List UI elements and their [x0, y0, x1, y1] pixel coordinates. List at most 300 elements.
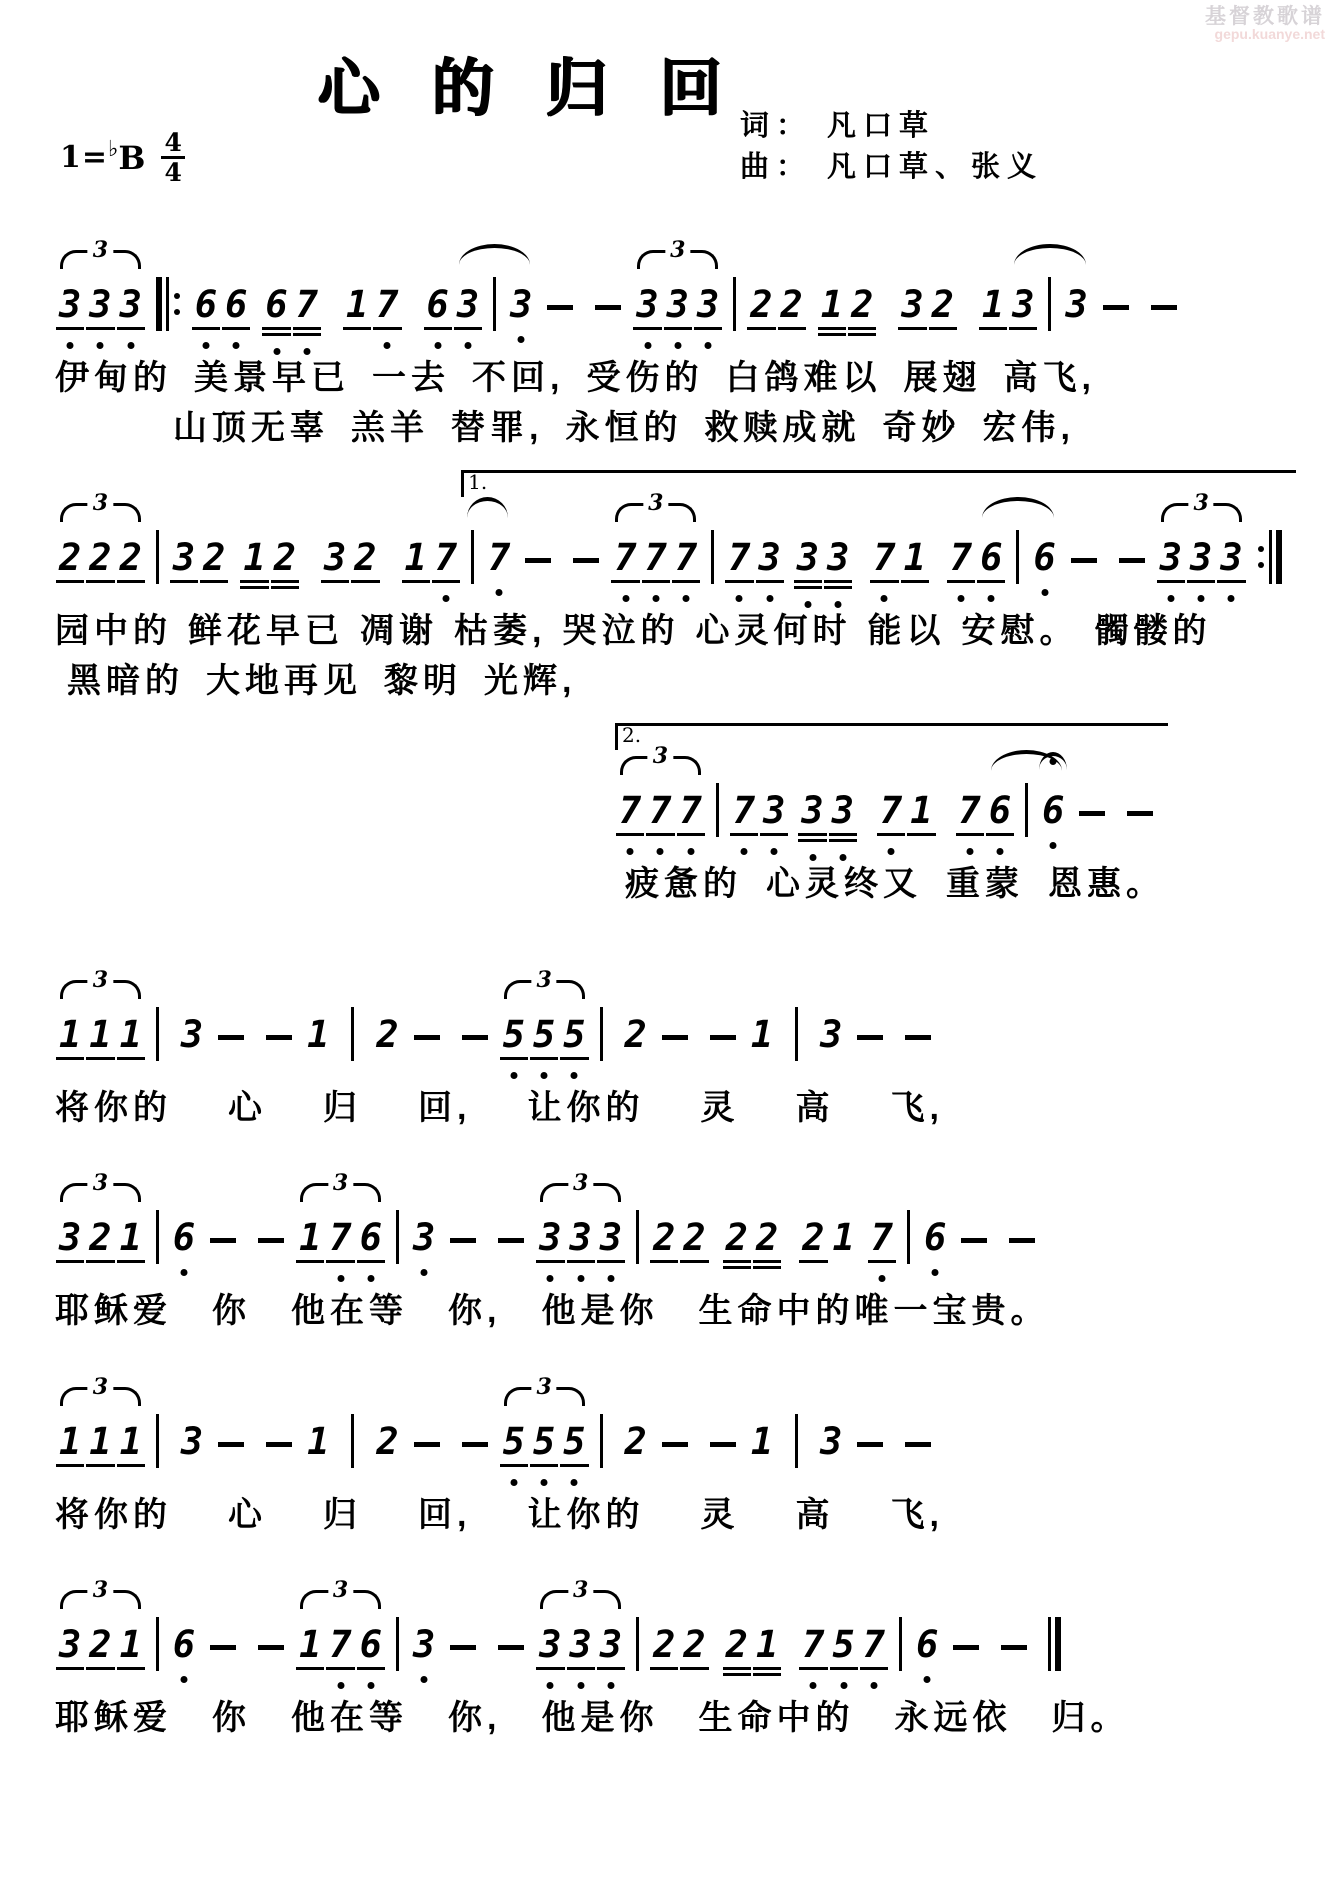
note-underline — [723, 1266, 751, 1269]
note-digit: 1 — [299, 1623, 322, 1667]
triplet-group — [610, 490, 701, 580]
note — [194, 283, 218, 326]
lyric-segment: 恩惠。 — [1048, 865, 1165, 904]
note-digit: 3 — [666, 283, 689, 326]
note-digit: 3 — [510, 283, 533, 326]
triplet-number: 3 — [88, 1172, 113, 1194]
lyric-segment: 他在等 — [291, 1292, 408, 1331]
barline — [711, 530, 714, 584]
octave-dot — [881, 595, 888, 602]
note-underline — [326, 1667, 354, 1670]
note-digit: 5 — [832, 1623, 855, 1667]
note-digit: 3 — [89, 283, 112, 326]
note-underline — [240, 580, 268, 583]
lyric-segment: 重蒙 — [946, 865, 1024, 904]
note-underline — [650, 1260, 678, 1263]
note-underline — [454, 327, 482, 330]
note-digit: 3 — [539, 1216, 562, 1260]
lyric-line — [173, 407, 1293, 451]
triplet-group — [535, 1577, 626, 1667]
note — [1220, 536, 1243, 580]
octave-dot — [202, 342, 209, 349]
duration-dash — [1009, 1238, 1035, 1243]
lyric-segment: 耶稣爱 — [55, 1292, 172, 1331]
note-underline — [898, 327, 926, 330]
triplet-group — [535, 1170, 626, 1260]
triplet-group — [1156, 490, 1247, 580]
note-underline — [794, 580, 822, 583]
repeat-dots-icon — [1258, 535, 1264, 579]
duration-dash — [662, 1035, 688, 1040]
note-underline — [357, 1667, 385, 1670]
note — [750, 1012, 774, 1056]
note — [916, 1623, 939, 1667]
note — [539, 1216, 562, 1260]
lyric-segment: 心灵终又 — [766, 865, 922, 904]
note-digit: 2 — [119, 536, 142, 580]
lyric-line — [55, 1087, 1293, 1131]
triplet-group — [55, 1577, 146, 1667]
note-underline — [86, 327, 114, 330]
note — [412, 1216, 436, 1260]
note-digit: 3 — [801, 789, 824, 833]
note-underline — [293, 327, 321, 330]
lyric-segment: 将你的 — [55, 1495, 172, 1534]
note-digit: 3 — [412, 1216, 436, 1260]
note-digit: 6 — [172, 1216, 196, 1260]
octave-dot — [180, 1676, 187, 1683]
note-underline — [633, 327, 661, 330]
slur-group — [453, 277, 537, 326]
note-digit: 6 — [194, 283, 218, 326]
note — [539, 1623, 562, 1667]
duration-dash — [414, 1442, 440, 1447]
note — [679, 789, 702, 833]
lyric-segment: 山顶无辜 — [173, 408, 329, 447]
octave-dot — [577, 1275, 584, 1282]
note-underline — [829, 833, 857, 836]
octave-dot — [510, 1072, 517, 1079]
note-digit: 2 — [376, 1419, 399, 1463]
note-digit: 3 — [1012, 283, 1035, 326]
note-underline — [192, 327, 220, 330]
octave-dot — [1198, 595, 1205, 602]
lyric-segment: 飞, — [890, 1495, 944, 1534]
slur-group — [976, 530, 1060, 580]
barline — [396, 1617, 399, 1671]
note-digit: 1 — [404, 536, 427, 580]
note-underline — [117, 1057, 145, 1060]
duration-dash — [1103, 305, 1129, 310]
note-digit: 1 — [981, 283, 1005, 326]
note-digit: 7 — [619, 789, 642, 833]
note — [307, 1419, 330, 1463]
note — [488, 536, 511, 580]
note-digit: 2 — [273, 536, 296, 580]
flat-icon: ♭ — [108, 135, 119, 162]
lyric-segment: 灵 — [700, 1495, 740, 1534]
note — [376, 1419, 399, 1463]
lyric-segment: 高飞, — [1003, 359, 1096, 397]
note-digit: 7 — [728, 536, 751, 580]
note-digit: 1 — [755, 1623, 779, 1667]
note — [273, 536, 296, 580]
note-digit: 1 — [119, 1216, 142, 1260]
octave-dot — [233, 342, 240, 349]
duration-dash — [905, 1442, 931, 1447]
note — [903, 536, 926, 580]
note-digit: 1 — [89, 1419, 112, 1463]
note — [434, 536, 458, 580]
note-digit: 3 — [1159, 536, 1183, 580]
note-underline — [753, 1673, 781, 1676]
triplet-group — [55, 490, 146, 580]
lyric-segment: 让你的 — [527, 1088, 645, 1127]
lyric-segment: 归。 — [1051, 1699, 1130, 1738]
note — [426, 283, 449, 326]
note — [172, 536, 196, 580]
note-digit: 7 — [614, 536, 637, 580]
barline — [733, 277, 736, 331]
note-digit: 1 — [750, 1012, 774, 1056]
note-underline — [778, 327, 806, 330]
barline — [899, 1617, 902, 1671]
triplet-group — [295, 1170, 386, 1260]
lyric-line — [55, 1290, 1293, 1334]
note-underline — [117, 1464, 145, 1467]
octave-dot — [97, 342, 104, 349]
duration-dash — [210, 1238, 236, 1243]
lyric-line — [55, 357, 1293, 401]
note — [89, 1419, 112, 1463]
music-system — [55, 1146, 1293, 1334]
volta-label: 2. — [622, 723, 642, 748]
note — [180, 1419, 204, 1463]
octave-dot — [1050, 842, 1057, 849]
note-underline — [432, 580, 460, 583]
note — [988, 789, 1012, 833]
lyricist-credit: 词： 凡口草 — [739, 110, 935, 142]
notation-line — [55, 943, 1293, 1087]
note-digit: 3 — [831, 789, 854, 833]
note-underline — [818, 327, 846, 330]
note-underline — [798, 833, 826, 836]
triplet-group — [55, 966, 146, 1056]
note — [949, 536, 973, 580]
octave-dot — [367, 1682, 374, 1689]
note — [502, 1419, 525, 1463]
note-digit: 7 — [802, 1623, 825, 1667]
octave-dot — [303, 348, 310, 355]
duration-dash — [710, 1442, 736, 1447]
note-underline — [321, 580, 349, 583]
note-underline — [753, 1260, 781, 1263]
lyric-segment: 回, — [418, 1495, 472, 1534]
lyric-segment: 飞, — [890, 1088, 944, 1127]
note — [225, 283, 248, 326]
barline — [600, 1007, 603, 1061]
note-underline — [642, 580, 670, 583]
note-underline — [986, 833, 1014, 836]
barline — [156, 530, 159, 584]
song-title: 心的归回 — [317, 54, 774, 123]
note — [59, 283, 82, 326]
octave-dot — [607, 1682, 614, 1689]
note — [820, 283, 844, 326]
note-underline — [296, 1667, 324, 1670]
note-digit: 1 — [299, 1216, 322, 1260]
volta-bracket — [615, 723, 1164, 833]
music-system — [55, 213, 1293, 450]
note-underline — [799, 1260, 827, 1263]
duration-dash — [857, 1035, 883, 1040]
note-underline — [597, 1260, 625, 1263]
duration-dash — [266, 1035, 292, 1040]
note-underline — [664, 327, 692, 330]
note-underline — [597, 1667, 625, 1670]
duration-dash — [905, 1035, 931, 1040]
note-underline — [723, 1667, 751, 1670]
duration-dash — [1151, 305, 1177, 310]
lyric-segment: 疲惫的 — [625, 865, 742, 904]
time-signature — [161, 130, 184, 185]
note-underline — [530, 1057, 558, 1060]
note — [172, 1623, 196, 1667]
note — [295, 283, 318, 326]
note-underline — [500, 1057, 528, 1060]
barline — [1016, 530, 1019, 584]
lyric-segment: 心 — [228, 1088, 267, 1127]
triplet-number: 3 — [328, 1579, 353, 1601]
note-digit: 2 — [725, 1623, 748, 1667]
triplet-group — [615, 743, 706, 833]
note-digit: 1 — [59, 1419, 82, 1463]
note-digit: 1 — [307, 1012, 330, 1056]
lyric-segment: 你 — [212, 1292, 251, 1331]
note-digit: 7 — [873, 536, 896, 580]
octave-dot — [888, 848, 895, 855]
volta-bracket — [461, 470, 1292, 580]
note-digit: 2 — [725, 1216, 748, 1260]
octave-dot — [840, 1682, 847, 1689]
note — [802, 1623, 825, 1667]
lyric-segment: 心 — [228, 1495, 267, 1534]
barline — [351, 1007, 354, 1061]
note — [243, 536, 266, 580]
note-digit: 2 — [802, 1216, 825, 1260]
triplet-group — [55, 1170, 146, 1260]
octave-dot — [180, 1269, 187, 1276]
notation-line — [55, 1146, 1293, 1290]
note-underline — [677, 833, 705, 836]
note-digit: 3 — [901, 283, 924, 326]
duration-dash — [218, 1035, 244, 1040]
note-underline — [86, 1667, 114, 1670]
note — [307, 1012, 330, 1056]
note — [203, 536, 226, 580]
duration-dash — [857, 1442, 883, 1447]
note-digit: 3 — [1190, 536, 1213, 580]
note-digit: 3 — [820, 1419, 843, 1463]
note — [510, 283, 533, 326]
note-digit: 2 — [683, 1623, 706, 1667]
note-underline — [402, 580, 430, 583]
note-underline — [977, 580, 1005, 583]
note-underline — [753, 1266, 781, 1269]
note-digit: 7 — [949, 536, 973, 580]
note-digit: 3 — [412, 1623, 436, 1667]
note-underline — [296, 1260, 324, 1263]
note — [89, 536, 112, 580]
time-signature-bottom: 4 — [164, 158, 182, 187]
duration-dash — [258, 1238, 284, 1243]
note-underline — [947, 580, 975, 583]
note-underline — [929, 327, 957, 330]
triplet-group — [632, 237, 723, 326]
lyric-segment: 黑暗的 — [67, 661, 184, 700]
lyric-segment: 安慰。 — [961, 612, 1079, 651]
note — [801, 789, 824, 833]
barline — [907, 1210, 910, 1264]
note-underline — [1187, 580, 1215, 583]
note-digit: 5 — [502, 1419, 525, 1463]
note — [323, 536, 347, 580]
note-digit: 7 — [862, 1623, 886, 1667]
duration-dash — [1071, 558, 1097, 563]
octave-dot — [988, 595, 995, 602]
note-digit: 6 — [225, 283, 248, 326]
note — [931, 283, 954, 326]
note-digit: 5 — [563, 1012, 586, 1056]
note-underline — [680, 1260, 708, 1263]
note-digit: 1 — [832, 1216, 855, 1260]
lyric-segment: 让你的 — [527, 1495, 645, 1534]
note-digit: 1 — [910, 789, 933, 833]
duration-dash — [573, 558, 599, 563]
triplet-number: 3 — [88, 1376, 113, 1398]
note-underline — [357, 1260, 385, 1263]
music-system — [55, 1350, 1293, 1538]
note-digit: 7 — [329, 1623, 352, 1667]
music-system — [55, 1553, 1293, 1741]
barline — [156, 1617, 159, 1671]
lyric-segment: 展翅 — [903, 359, 982, 397]
note-underline — [1157, 580, 1185, 583]
note-digit: 1 — [119, 1012, 142, 1056]
note — [89, 1216, 112, 1260]
note-underline — [646, 833, 674, 836]
barline — [1048, 277, 1051, 331]
note-digit: 6 — [916, 1623, 939, 1667]
note — [958, 789, 981, 833]
octave-dot — [958, 595, 965, 602]
note-underline — [56, 1057, 84, 1060]
note-underline — [500, 1464, 528, 1467]
octave-dot — [932, 1269, 939, 1276]
score-header — [55, 8, 1293, 213]
note-digit: 2 — [755, 1216, 779, 1260]
octave-dot — [1228, 595, 1235, 602]
octave-dot — [705, 342, 712, 349]
note — [831, 789, 854, 833]
note — [1033, 536, 1056, 580]
octave-dot — [835, 601, 842, 608]
note — [980, 536, 1003, 580]
note — [599, 1216, 623, 1260]
note-underline — [848, 327, 876, 330]
note-underline — [117, 327, 145, 330]
note-digit: 3 — [636, 283, 659, 326]
note-underline — [868, 1260, 896, 1263]
note-digit: 3 — [569, 1623, 592, 1667]
note-underline — [262, 333, 290, 336]
note — [299, 1216, 322, 1260]
key-letter: B — [118, 138, 146, 177]
triplet-group — [295, 1577, 386, 1667]
note — [619, 789, 642, 833]
octave-dot — [547, 1275, 554, 1282]
note-digit: 7 — [732, 789, 756, 833]
note-underline — [1217, 580, 1245, 583]
time-signature-top: 4 — [161, 130, 184, 159]
note-underline — [351, 580, 379, 583]
note — [89, 283, 112, 326]
note-digit: 2 — [89, 536, 112, 580]
octave-dot — [809, 854, 816, 861]
octave-dot — [442, 595, 449, 602]
lyric-segment: 高 — [795, 1088, 835, 1127]
note-digit: 2 — [624, 1419, 647, 1463]
note — [683, 1216, 706, 1260]
duration-dash — [595, 305, 621, 310]
note-underline — [799, 1667, 827, 1670]
note — [755, 1623, 779, 1667]
note — [404, 536, 427, 580]
lyric-segment: 他在等 — [291, 1699, 408, 1738]
note-digit: 1 — [89, 1012, 112, 1056]
note — [354, 536, 377, 580]
note — [329, 1216, 352, 1260]
note — [119, 1623, 142, 1667]
note — [924, 1216, 947, 1260]
note-digit: 7 — [958, 789, 981, 833]
duration-dash — [961, 1238, 987, 1243]
duration-dash — [414, 1035, 440, 1040]
octave-dot — [421, 1676, 428, 1683]
octave-dot — [766, 595, 773, 602]
score-body — [55, 213, 1293, 1741]
lyric-segment: 受伤的 — [586, 359, 704, 397]
duration-dash — [1001, 1645, 1027, 1650]
note-underline — [830, 1667, 858, 1670]
note — [59, 1012, 82, 1056]
octave-dot — [683, 595, 690, 602]
octave-dot — [464, 342, 471, 349]
note-digit: 6 — [988, 789, 1012, 833]
note-underline — [86, 1057, 114, 1060]
note — [725, 1216, 748, 1260]
note — [796, 536, 820, 580]
note — [532, 1012, 556, 1056]
watermark-site: gepu.kuanye.net — [1214, 26, 1325, 43]
note — [780, 283, 803, 326]
note-underline — [956, 833, 984, 836]
repeat-start-barline — [154, 277, 183, 331]
octave-dot — [878, 1275, 885, 1282]
note — [653, 1623, 676, 1667]
note-underline — [271, 586, 299, 589]
octave-dot — [367, 1275, 374, 1282]
